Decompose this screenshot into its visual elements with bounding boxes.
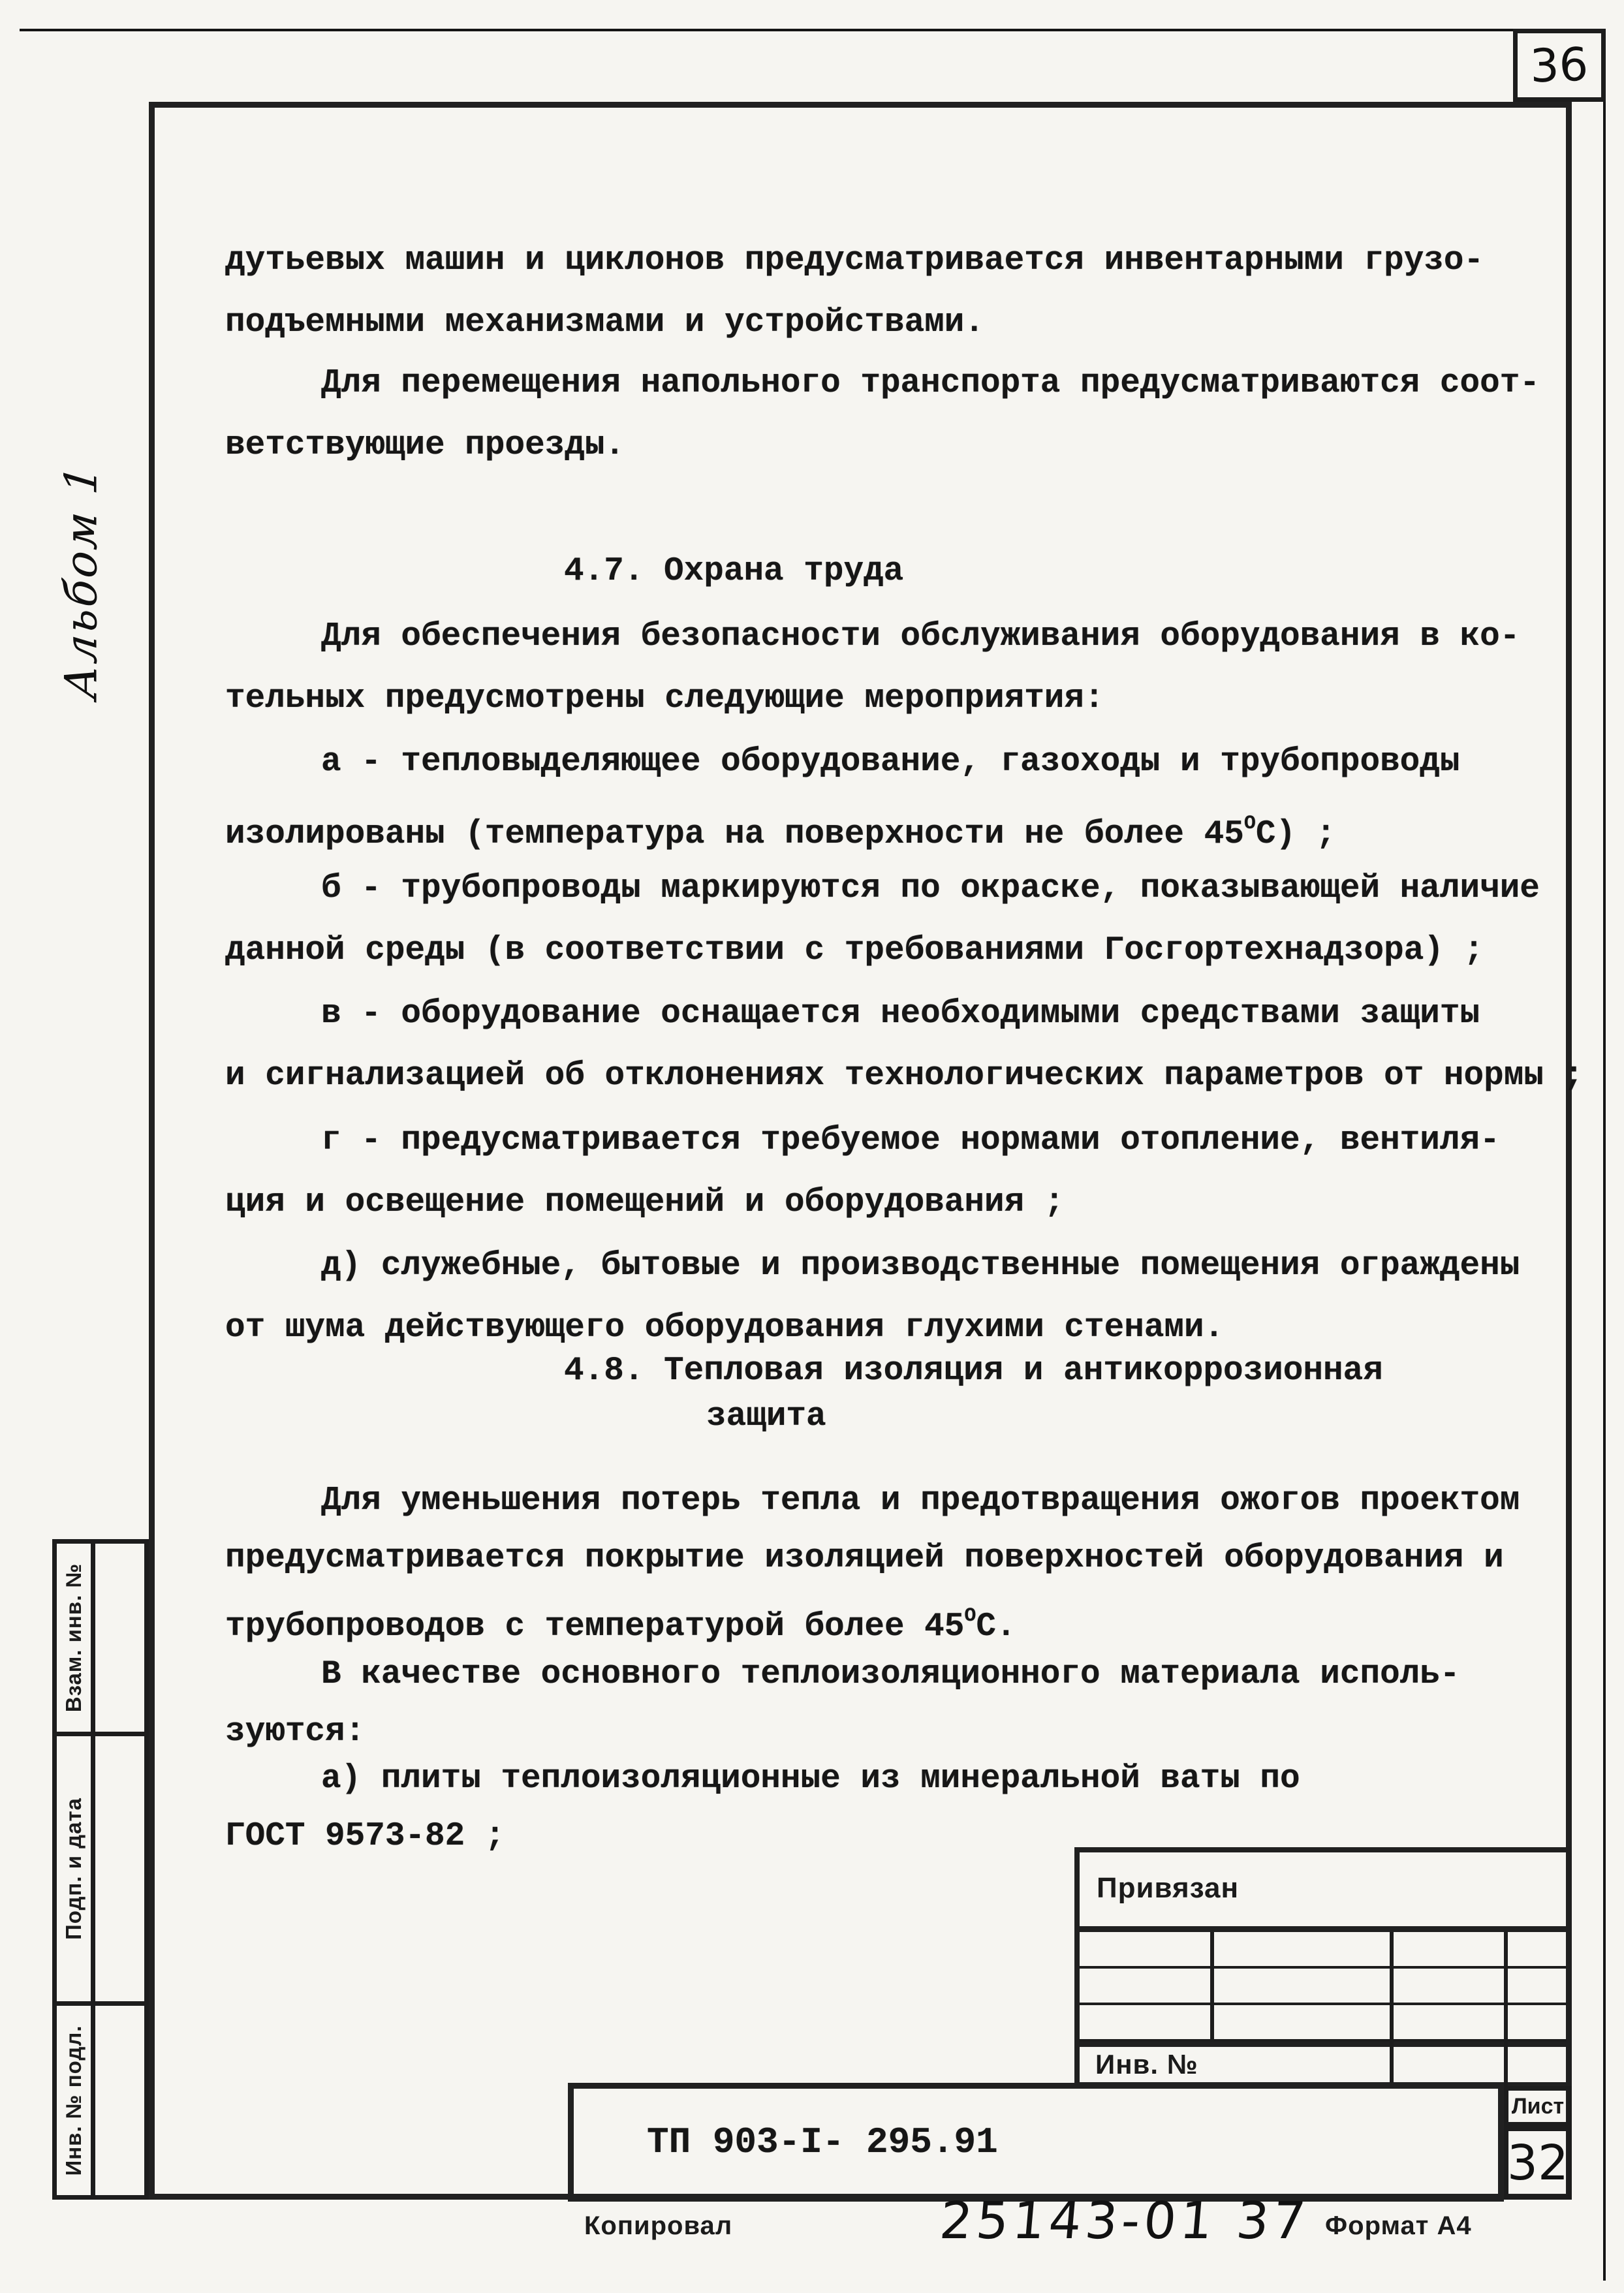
grid-divider	[1210, 1932, 1214, 2041]
paragraph	[225, 352, 1540, 476]
stamp-row-podp	[57, 1736, 144, 2006]
top-copy-line	[20, 29, 1606, 31]
section-heading-4-8	[564, 1349, 1383, 1440]
stamp-row-vzam	[57, 1544, 144, 1736]
text-line: трубопроводов с температурой более $45^ОС$.	[225, 1605, 1016, 1646]
sheet-label-cell	[1504, 2086, 1572, 2127]
stamp-label-cell	[57, 2006, 95, 2195]
paragraph	[225, 1473, 1520, 1645]
kopiroval-label: Копировал	[584, 2211, 733, 2240]
album-label-container	[26, 444, 137, 718]
stamp-blank-cell	[95, 2006, 144, 2195]
inv-number-row	[1074, 2042, 1572, 2087]
text-line: а - тепловыделяющее оборудование, газоходы и трубопроводы	[321, 743, 1460, 781]
stamp-row-inv	[57, 2006, 144, 2195]
text-line: дутьевых машин и циклонов предусматривается инвентарными грузо-	[225, 242, 1484, 279]
text-line: Для перемещения напольного транспорта предусматриваются соот-	[321, 365, 1540, 402]
grid-divider	[1504, 2042, 1508, 2087]
text-line: а) плиты теплоизоляционные из минеральной ваты по	[321, 1760, 1300, 1798]
text-line: 4.7. Охрана труда	[564, 553, 904, 590]
text-line: Для уменьшения потерь тепла и предотвращения ожогов проектом	[321, 1482, 1520, 1520]
text-line: ГОСТ 9573-82 ;	[225, 1818, 505, 1855]
grid-divider	[1390, 2042, 1394, 2087]
section-heading-4-7	[564, 540, 903, 602]
text-line: д) служебные, бытовые и производственные помещения ограждены	[321, 1247, 1520, 1285]
text-line: в - оборудование оснащается необходимыми средствами защиты	[321, 995, 1480, 1033]
grid-row	[1080, 1969, 1567, 2005]
album-label: Альбом 1	[55, 461, 108, 701]
paragraph	[225, 1646, 1460, 1761]
text-line: подъемными механизмами и устройствами.	[225, 304, 984, 341]
grid-divider	[1390, 1932, 1394, 2041]
margin-stamp-strip	[52, 1539, 149, 2200]
right-copy-line	[1603, 29, 1606, 2281]
grid-row	[1080, 1932, 1567, 1969]
text-line: ция и освещение помещений и оборудования ;	[225, 1184, 1065, 1221]
sheet-number: 32	[1507, 2135, 1569, 2191]
text-line: защита	[706, 1398, 826, 1435]
list-item-v	[225, 983, 1584, 1107]
text-line: б - трубопроводы маркируются по окраске, показывающей наличие	[321, 870, 1540, 907]
page-number: 36	[1529, 37, 1589, 93]
list-item-a	[225, 731, 1460, 855]
page-number-box	[1513, 29, 1606, 102]
stamp-label-cell	[57, 1544, 95, 1732]
text-line: и сигнализацией об отклонениях технологических параметров от нормы ;	[225, 1057, 1584, 1095]
list-item-b	[225, 858, 1540, 982]
paragraph	[225, 230, 1484, 354]
paragraph	[225, 606, 1520, 730]
text-line: ветствующие проезды.	[225, 427, 625, 464]
sheet-number-cell	[1504, 2127, 1572, 2200]
text-line: данной среды (в соответствии с требованиями Госгортехнадзора) ;	[225, 932, 1484, 969]
inv-number-label: Инв. №	[1095, 2049, 1198, 2080]
grid-row	[1080, 2005, 1567, 2042]
list-item-g	[225, 1110, 1500, 1234]
text-line: Для обеспечения безопасности обслуживания оборудования в ко-	[321, 618, 1520, 655]
text-line: предусматривается покрытие изоляцией поверхностей оборудования и	[225, 1540, 1504, 1577]
copy-stamp-code: 25143-01 37	[937, 2192, 1312, 2251]
sheet-label: Лист	[1511, 2093, 1565, 2119]
stamp-label: Подп. и дата	[61, 1798, 86, 1940]
document-number-box	[568, 2083, 1504, 2202]
stamp-label-cell	[57, 1736, 95, 2001]
stamp-label: Инв. № подл.	[61, 2025, 86, 2176]
stamp-blank-cell	[95, 1736, 144, 2001]
document-number: ТП 903-I- 295.91	[647, 2121, 998, 2163]
text-line: 4.8. Тепловая изоляция и антикоррозионная	[564, 1352, 1383, 1390]
title-block-grid	[1074, 1927, 1572, 2046]
grid-divider	[1504, 1932, 1508, 2041]
stamp-label: Взам. инв. №	[61, 1563, 86, 1713]
title-block-header	[1074, 1847, 1572, 1931]
list-item-d	[225, 1235, 1520, 1359]
privyazan-label: Привязан	[1097, 1872, 1240, 1904]
format-label: Формат А4	[1325, 2211, 1472, 2240]
stamp-blank-cell	[95, 1544, 144, 1732]
text-line: г - предусматривается требуемое нормами отопление, вентиля-	[321, 1122, 1500, 1159]
text-line: тельных предусмотрены следующие мероприятия:	[225, 680, 1104, 717]
text-line: изолированы (температура на поверхности не более $45^ОС$) ;	[225, 813, 1336, 853]
text-line: зуются:	[225, 1713, 366, 1751]
text-line: В качестве основного теплоизоляционного материала исполь-	[321, 1656, 1460, 1693]
text-line: от шума действующего оборудования глухими стенами.	[225, 1309, 1225, 1347]
